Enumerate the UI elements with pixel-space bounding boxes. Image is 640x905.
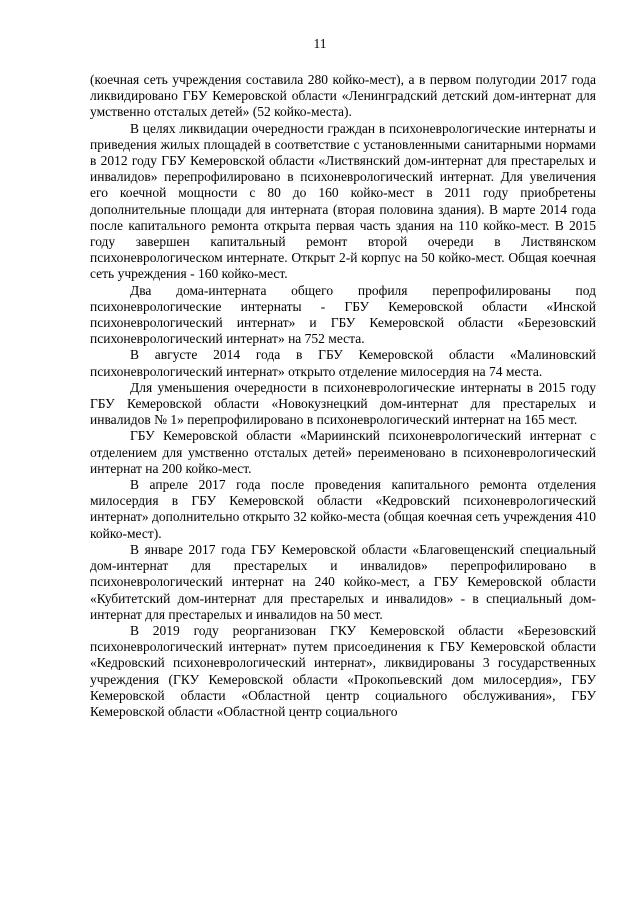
paragraph-listvyansky: В целях ликвидации очередности граждан в психоневрологические интернаты и приведения жилых площадей в соответствие с установленными санитарными нормами в 2012 году ГБУ Кемеровской области «Листвянский дом-интернат для престарелых и инвалидов» перепрофилировано в психоневрологический интернат. Для увеличения его коечной мощности с 80 до 160 койко-мест в 2011 году приобретены дополнительные площади для интерната (вторая половина здания). В марте 2014 года после капитального ремонта открыта первая часть здания на 110 койко-мест. В 2015 году завершен капитальный ремонт второй очереди в Листвянском психоневрологическом интернате. Открыт 2-й корпус на 50 койко-мест. Общая коечная сеть учреждения - 160 койко-мест.: [90, 120, 596, 282]
document-body: [90, 72, 596, 720]
paragraph-reorganization-2019: В 2019 году реорганизован ГКУ Кемеровской области «Березовский психоневрологический интернат» путем присоединения к ГБУ Кемеровской области «Кедровский психоневрологический интернат», ликвидированы 3 государственных учреждения (ГКУ Кемеровской области «Прокопьевский дом милосердия», ГБУ Кемеровской области «Областной центр социального обслуживания», ГБУ Кемеровской области «Областной центр социального: [90, 622, 596, 719]
paragraph-continuation: (коечная сеть учреждения составила 280 койко-мест), а в первом полугодии 2017 года ликвидировано ГБУ Кемеровской области «Ленинградский детский дом-интернат для умственно отсталых детей» (52 койко-места).: [90, 72, 596, 120]
paragraph-novokuznetsk: Для уменьшения очередности в психоневрологические интернаты в 2015 году ГБУ Кемеровской области «Новокузнецкий дом-интернат для престарелых и инвалидов № 1» перепрофилировано в психоневрологический интернат на 165 мест.: [90, 379, 596, 428]
paragraph-malinovsky: В августе 2014 года в ГБУ Кемеровской области «Малиновский психоневрологический интернат» открыто отделение милосердия на 74 места.: [90, 347, 596, 379]
paragraph-blagoveshchensky: В январе 2017 года ГБУ Кемеровской области «Благовещенский специальный дом-интернат для престарелых и инвалидов» перепрофилировано в психоневрологический интернат на 240 койко-мест, а ГБУ Кемеровской области «Кубитетский дом-интернат для престарелых и инвалидов» - в специальный дом-интернат для престарелых и инвалидов на 50 мест.: [90, 541, 596, 622]
paragraph-two-homes: Два дома-интерната общего профиля перепрофилированы под психоневрологические интернаты - ГБУ Кемеровской области «Инской психоневрологический интернат» и ГБУ Кемеровской области «Березовский психоневрологический интернат» на 752 места.: [90, 282, 596, 347]
paragraph-kedrovsky: В апреле 2017 года после проведения капитального ремонта отделения милосердия в ГБУ Кемеровской области «Кедровский психоневрологический интернат» дополнительно открыто 32 койко-места (общая коечная сеть учреждения 410 койко-мест).: [90, 477, 597, 541]
page-number: 11: [313, 36, 327, 51]
paragraph-mariinsky: ГБУ Кемеровской области «Мариинский психоневрологический интернат с отделением для умственно отсталых детей» переименовано в психоневрологический интернат на 200 койко-мест.: [90, 428, 596, 476]
